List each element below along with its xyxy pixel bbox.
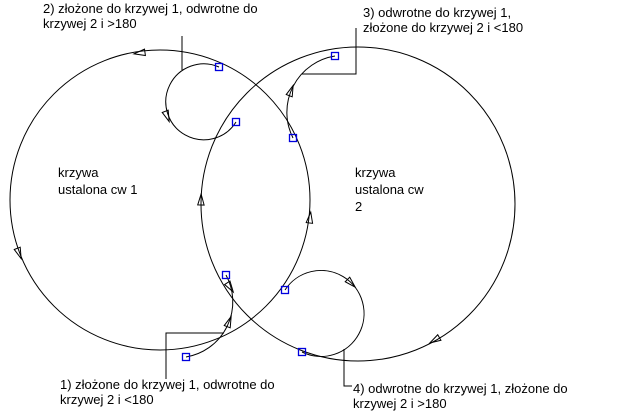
annotation-case-3 (363, 5, 523, 35)
curve-label-line: krzywa (355, 165, 396, 180)
annotation-case-4 (353, 381, 568, 411)
arrow-c2-bottom-direction-icon (428, 335, 441, 346)
curve-label-line: ustalona cw (355, 182, 424, 197)
annotation-line: 1) złożone do krzywej 1, odwrotne do (60, 377, 275, 392)
fillet-arc-2 (166, 64, 236, 140)
fixed-curve-1-label (58, 164, 138, 198)
annotation-line: złożone do krzywej 2 i <180 (363, 20, 524, 35)
fixed-curve-1-circle (10, 50, 310, 350)
curve-label-line: ustalona cw 1 (58, 182, 138, 197)
annotation-case-1 (60, 377, 275, 407)
fixed-curve-2-label (355, 164, 424, 215)
leader-case-3 (302, 28, 356, 74)
arrow-c1-top-direction-icon (134, 49, 146, 57)
fillet-arc-1 (186, 275, 233, 357)
annotation-line: 4) odwrotne do krzywej 1, złożone do (353, 381, 568, 396)
annotation-line: krzywej 2 i >180 (43, 16, 137, 31)
annotation-line: krzywej 2 i >180 (353, 396, 447, 411)
annotation-case-2 (43, 1, 258, 31)
curve-label-line: krzywa (58, 165, 99, 180)
fillet-arc-4 (285, 270, 364, 356)
leader-case-4 (344, 349, 352, 386)
annotation-line: 2) złożone do krzywej 1, odwrotne do (43, 1, 258, 16)
arrow-c2-lowleft-direction-icon (225, 281, 236, 294)
arrow-c1-left-direction-icon (14, 247, 24, 260)
annotation-line: krzywej 2 i <180 (60, 392, 154, 407)
annotation-line: 3) odwrotne do krzywej 1, (363, 5, 512, 20)
fillet-arc-3 (287, 56, 335, 138)
arrow-c1-right-direction-icon (306, 212, 314, 224)
curve-label-line: 2 (355, 199, 363, 214)
